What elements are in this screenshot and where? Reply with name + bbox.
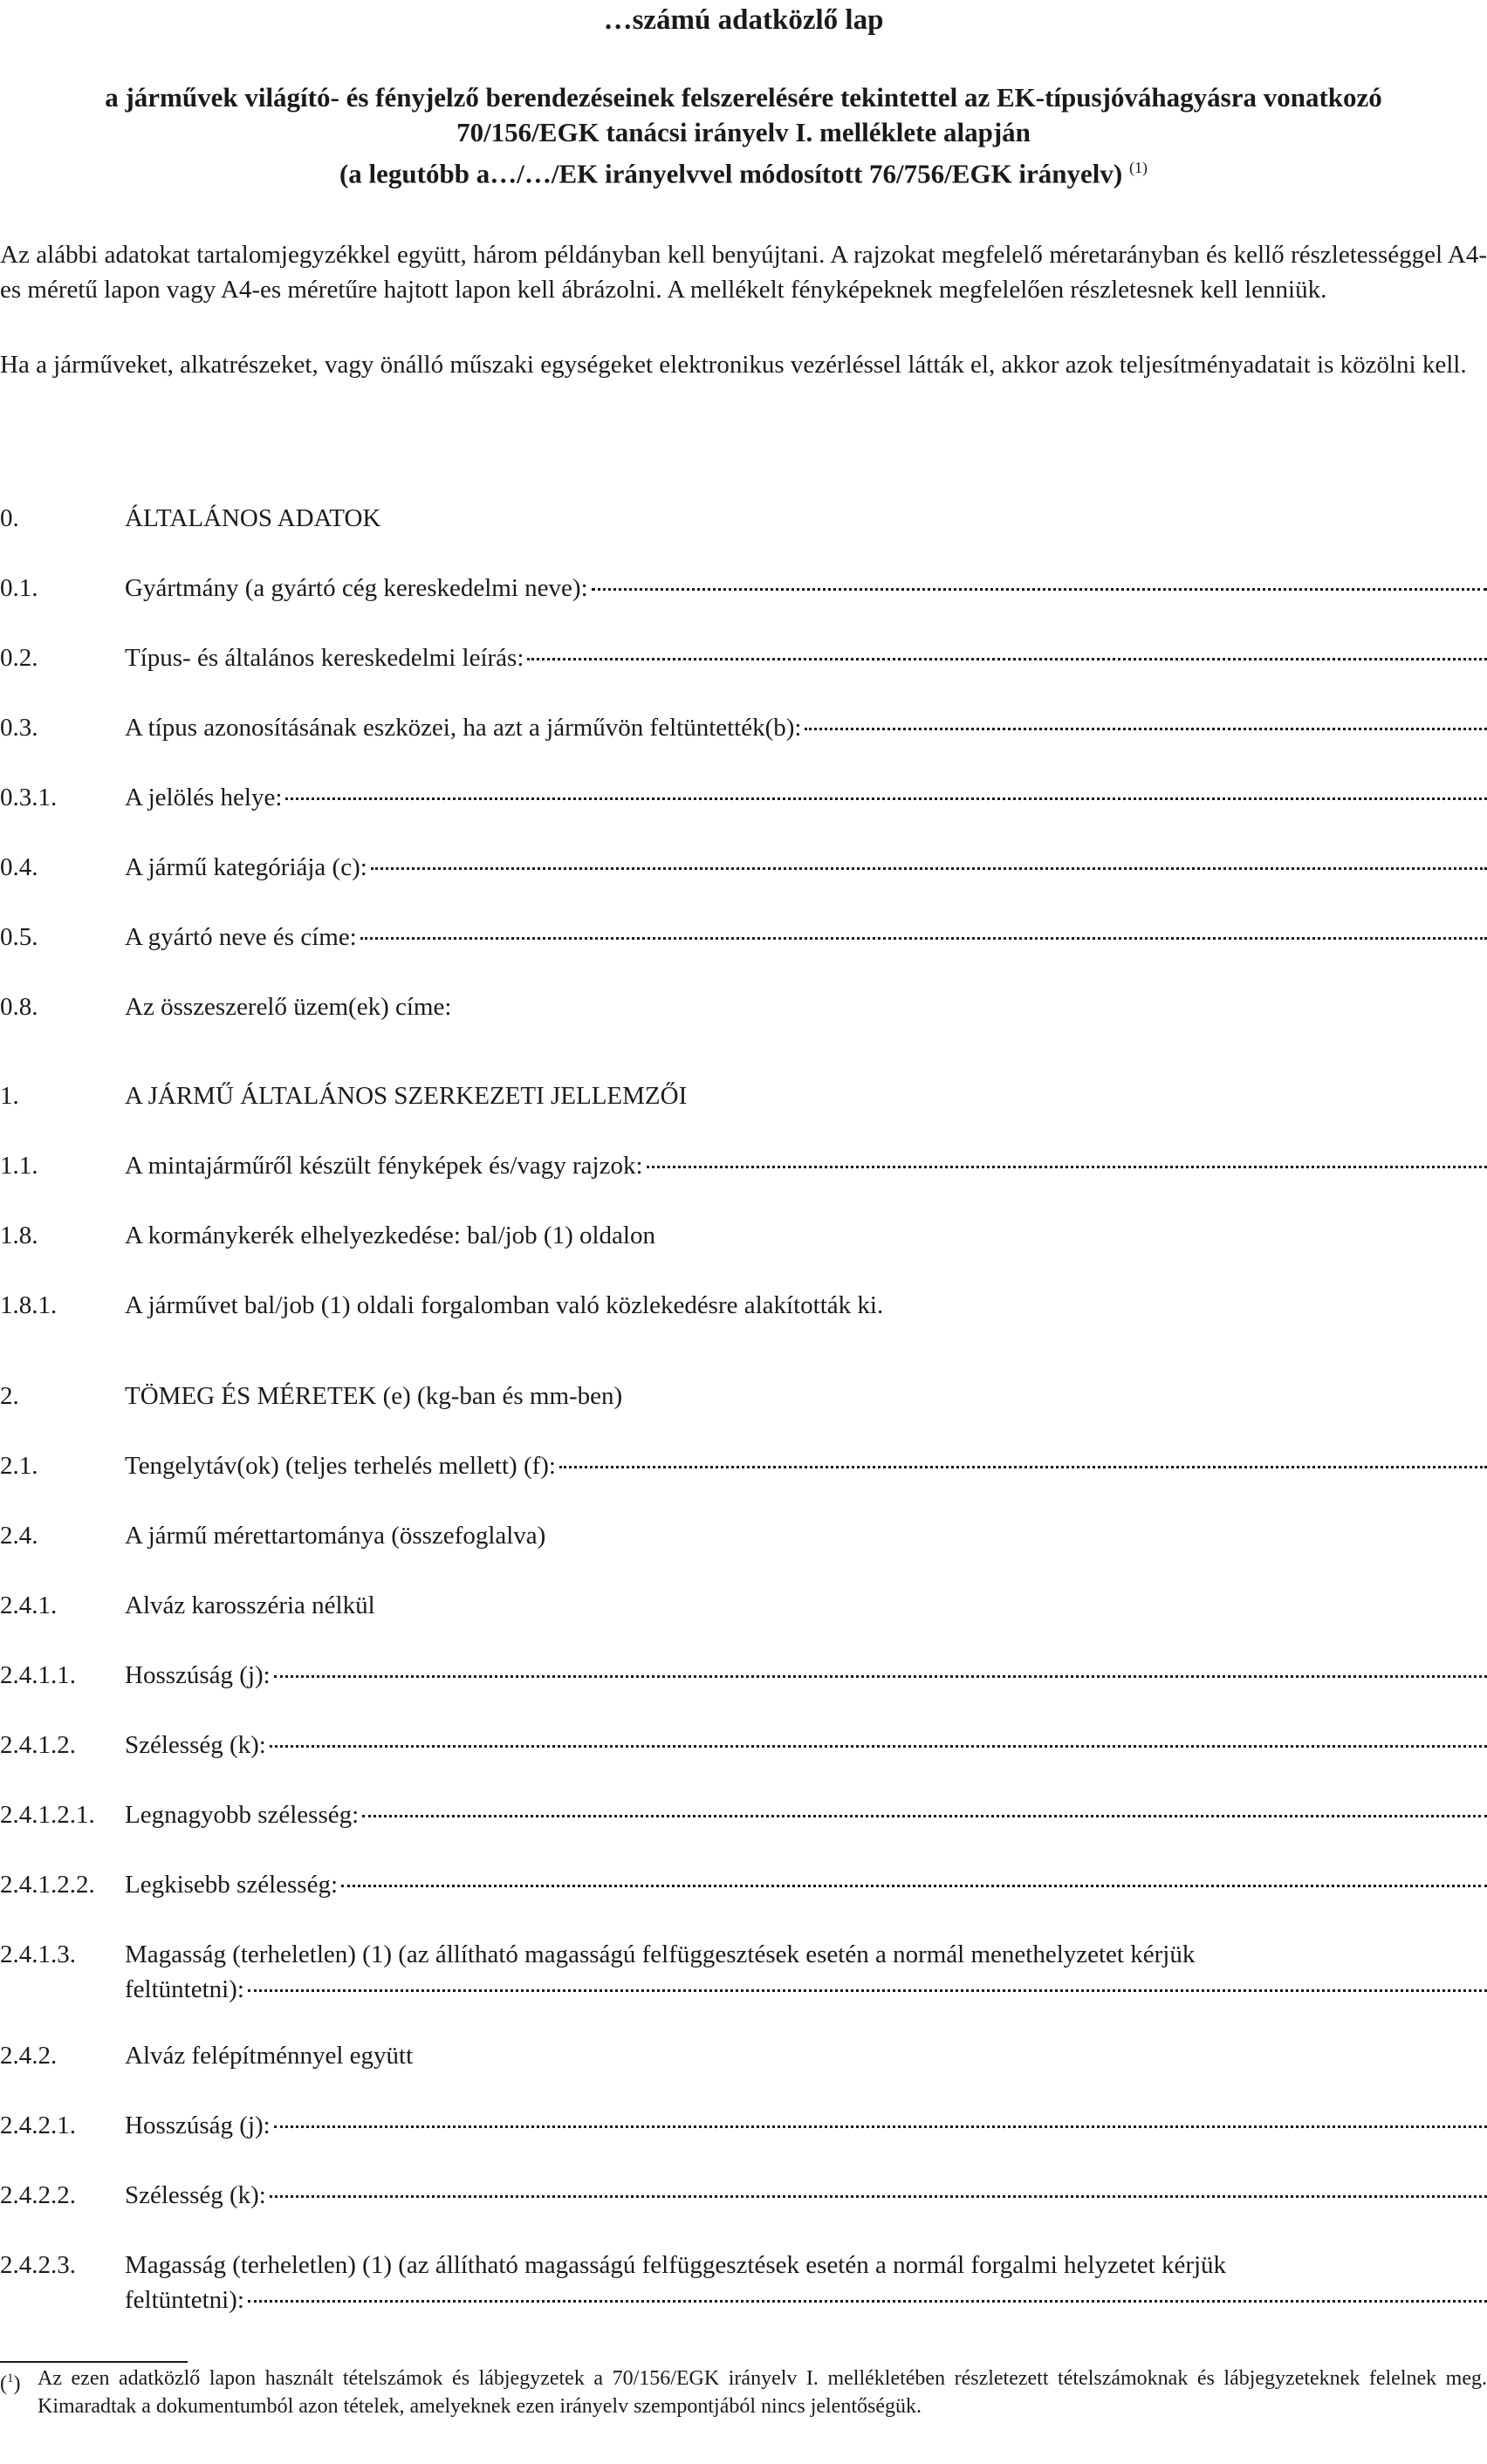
item-label: Hosszúság (j): [125, 1661, 271, 1689]
item-label: A gyártó neve és címe: [125, 923, 357, 951]
fill-in-field[interactable] [274, 2118, 1487, 2128]
subtitle-line-1: a járművek világító- és fényjelző berendezéseinek felszerelésére tekintettel az EK-típusjóváhagyásra vonatkozó [105, 82, 1382, 113]
item-number: 2.4.1.2.1. [0, 1801, 95, 1829]
item-number: 2.4.2.2. [0, 2181, 76, 2209]
item-number: 0.8. [0, 993, 38, 1021]
item-label-continued: feltüntetni): [125, 1975, 244, 2003]
fill-in-field[interactable] [592, 581, 1487, 591]
item-number: 1.1. [0, 1152, 38, 1180]
item-label: Szélesség (k): [125, 2181, 266, 2209]
intro-text-2: Ha a járműveket, alkatrészeket, vagy önálló műszaki egységeket elektronikus vezérléssel látták el, akkor azok teljesítményadatait is közölni kell. [0, 351, 1467, 379]
item-label: TÖMEG ÉS MÉRETEK (e) (kg-ban és mm-ben) [125, 1382, 623, 1410]
fill-in-field[interactable] [559, 1459, 1487, 1468]
item-number: 1.8. [0, 1222, 38, 1249]
item-label-continued: feltüntetni): [125, 2286, 244, 2314]
item-label: A JÁRMŰ ÁLTALÁNOS SZERKEZETI JELLEMZŐI [125, 1082, 688, 1110]
fill-in-field[interactable] [527, 651, 1487, 660]
item-label: ÁLTALÁNOS ADATOK [125, 504, 381, 532]
item-label: A jármű kategóriája (c): [125, 853, 367, 881]
item-label: Legkisebb szélesség: [125, 1871, 339, 1899]
form-subtitle [0, 80, 1487, 191]
item-number: 2.4.1.1. [0, 1661, 76, 1689]
item-number: 0.2. [0, 644, 38, 672]
item-number: 2. [0, 1382, 19, 1410]
fill-in-field[interactable] [360, 930, 1487, 940]
footnote-marker: ($^1$) [0, 2372, 21, 2395]
footnote-text: Az ezen adatközlő lapon használt tételszámok és lábjegyzetek a 70/156/EGK irányelv I. mellékletében részletezett tételszámoknak és lábjegyzeteknek felelnek meg. Kimaradtak a dokumentumból azon tételek, amelyeknek ezen irányelv szempontjából nincs jelentőségük. [38, 2367, 1487, 2418]
intro-paragraph-2 [0, 347, 1487, 382]
item-label: A jármű mérettartománya (összefoglalva) [125, 1522, 546, 1550]
item-number: 2.4.1. [0, 1591, 58, 1619]
item-number: 0.1. [0, 574, 38, 602]
intro-paragraph-1 [0, 237, 1487, 307]
item-number: 1. [0, 1082, 19, 1110]
item-label: Hosszúság (j): [125, 2112, 271, 2139]
fill-in-field[interactable] [805, 721, 1487, 730]
item-label: Magasság (terheletlen) (1) (az állítható magasságú felfüggesztések esetén a normál forgalmi helyzetet kérjük [125, 2251, 1227, 2279]
fill-in-field[interactable] [274, 1668, 1487, 1678]
item-label: Alváz karosszéria nélkül [125, 1591, 375, 1619]
item-number: 2.1. [0, 1452, 38, 1480]
item-number: 0.3.1. [0, 784, 58, 811]
fill-in-field[interactable] [371, 860, 1487, 870]
item-number: 2.4.1.2. [0, 1731, 76, 1759]
item-number: 2.4.2.3. [0, 2251, 76, 2279]
item-number: 0.4. [0, 853, 38, 881]
item-number: 2.4.1.3. [0, 1940, 76, 1968]
item-number: 2.4. [0, 1522, 38, 1550]
subtitle-line-2: 70/156/EGK tanácsi irányelv I. melléklete alapján [456, 117, 1031, 147]
item-number: 2.4.2. [0, 2042, 58, 2070]
item-label: Gyártmány (a gyártó cég kereskedelmi neve): [125, 574, 588, 602]
item-number: 0.5. [0, 923, 38, 951]
fill-in-field[interactable] [647, 1159, 1487, 1168]
item-number: 2.4.1.2.2. [0, 1871, 95, 1899]
fill-in-field[interactable] [285, 791, 1487, 800]
fill-in-field[interactable] [248, 1982, 1487, 1992]
item-label: Az összeszerelő üzem(ek) címe: [125, 993, 452, 1021]
item-label: Tengelytáv(ok) (teljes terhelés mellett) (f): [125, 1452, 556, 1480]
form-title: …számú adatközlő lap [603, 4, 884, 36]
item-label: Legnagyobb szélesség: [125, 1801, 360, 1829]
intro-text-1: Az alábbi adatokat tartalomjegyzékkel együtt, három példányban kell benyújtani. A rajzokat megfelelő méretarányban és kellő részletességgel A4-es méretű lapon vagy A4-es méretűre hajtott lapon kell ábrázolni. A mellékelt fényképeknek megfelelően részletesnek kell lenniük. [0, 241, 1487, 304]
item-number: 2.4.2.1. [0, 2112, 76, 2139]
footnote-reference: (1) [1129, 159, 1148, 176]
fill-in-field[interactable] [270, 1738, 1487, 1748]
footnote-divider [0, 2361, 188, 2363]
item-label: Szélesség (k): [125, 1731, 266, 1759]
subtitle-line-3 [0, 150, 1487, 191]
item-label: Magasság (terheletlen) (1) (az állítható magasságú felfüggesztések esetén a normál menethelyzetet kérjük [125, 1940, 1196, 1968]
item-label: A kormánykerék elhelyezkedése: bal/job (1) oldalon [125, 1222, 655, 1249]
item-number: 1.8.1. [0, 1291, 58, 1319]
item-label: A mintajárműről készült fényképek és/vagy rajzok: [125, 1152, 643, 1180]
item-label: Típus- és általános kereskedelmi leírás: [125, 644, 524, 672]
item-label: A járművet bal/job (1) oldali forgalomban való közlekedésre alakították ki. [125, 1291, 884, 1319]
item-number: 0. [0, 504, 19, 532]
item-label: A típus azonosításának eszközei, ha azt a járművön feltüntették(b): [125, 714, 802, 742]
fill-in-field[interactable] [341, 1878, 1487, 1887]
item-label: A jelölés helye: [125, 784, 283, 811]
subtitle-line-3-text: (a legutóbb a…/…/EK irányelvvel módosított 76/756/EGK irányelv) [339, 158, 1123, 189]
item-number: 0.3. [0, 714, 38, 742]
item-label: Alváz felépítménnyel együtt [125, 2042, 414, 2070]
fill-in-field[interactable] [270, 2188, 1487, 2198]
fill-in-field[interactable] [248, 2293, 1487, 2303]
fill-in-field[interactable] [362, 1808, 1487, 1817]
